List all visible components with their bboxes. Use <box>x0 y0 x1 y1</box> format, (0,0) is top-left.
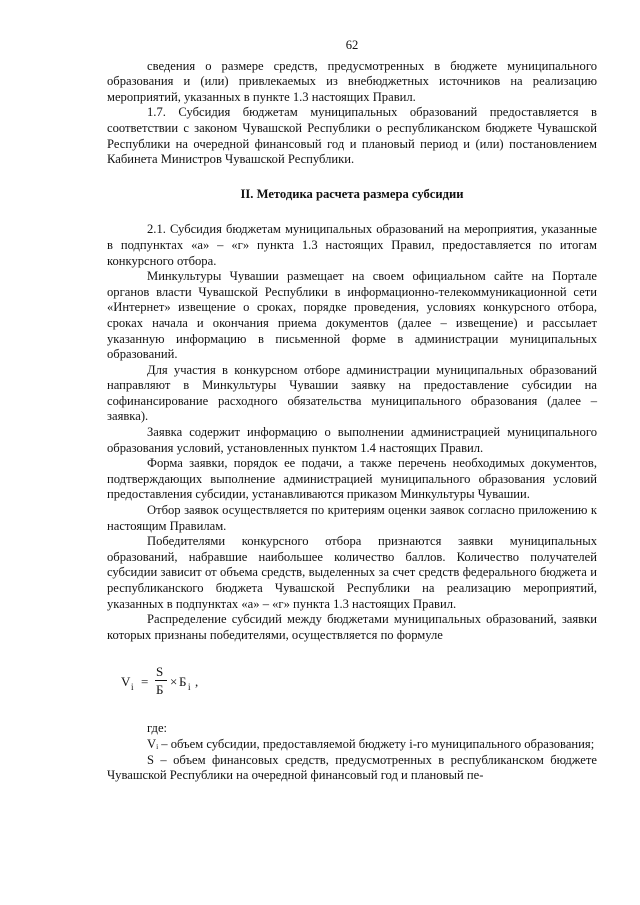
formula-lhs-subscript: i <box>131 682 134 693</box>
paragraph: сведения о размере средств, предусмотренных в бюджете муниципального образования и (или) привлекаемых из внебюджетных источников на реализацию мероприятий, указанных в пункте 1.3 настоящих Правил. <box>107 58 597 104</box>
fraction-bar <box>155 680 167 681</box>
formula-lhs: V <box>121 674 131 690</box>
definition: S – объем финансовых средств, предусмотренных в республиканском бюджете Чувашской Республики на очередной финансовый год и плановый пе- <box>107 752 597 783</box>
definition: Vᵢ – объем субсидии, предоставляемой бюджету i-го муниципального образования; <box>147 736 595 751</box>
paragraph: Распределение субсидий между бюджетами муниципальных образований, заявки которых признаны победителями, осуществляется по формуле <box>107 612 597 642</box>
paragraph: Победителями конкурсного отбора признаются заявки муниципальных образований, набравшие наибольшее количество баллов. Количество получателей субсидии зависит от объема средств, выделенных за счет средств федерального бюджета и республиканского бюджета Чувашской Республики на реализацию мероприятий, указанных в подпунктах «а» – «г» пункта 1.3 настоящих Правил. <box>107 534 597 611</box>
paragraph: Отбор заявок осуществляется по критериям оценки заявок согласно приложению к настоящим Правилам. <box>107 503 597 533</box>
formula-rhs: Б <box>179 674 187 690</box>
formula-times: × <box>170 674 178 690</box>
formula <box>121 665 597 699</box>
formula-equals: = <box>141 674 149 690</box>
section-heading: II. Методика расчета размера субсидии <box>240 186 464 201</box>
paragraph: Для участия в конкурсном отборе администрации муниципальных образований направляют в Минкультуры Чувашии заявку на предоставление субсидии на софинансирование расходного обязательства муниципального образования (далее – заявка). <box>107 362 597 424</box>
formula-numerator: S <box>156 664 164 680</box>
formula-trailing-comma: , <box>195 674 199 690</box>
paragraph: Форма заявки, порядок ее подачи, а также перечень необходимых документов, подтверждающих выполнение администрацией муниципального образования условий предоставления субсидии, устанавливаются приказом Минкультуры Чувашии. <box>107 456 597 502</box>
page-number: 62 <box>345 38 359 52</box>
paragraph: 1.7. Субсидия бюджетам муниципальных образований предоставляется в соответствии с законом Чувашской Республики о республиканском бюджете Чувашской Республики на очередной финансовый год и плановый период и (или) постановлением Кабинета Министров Чувашской Республики. <box>107 105 597 167</box>
paragraph: Заявка содержит информацию о выполнении администрацией муниципального образования условий, установленных пунктом 1.4 настоящих Правил. <box>107 425 597 455</box>
document-page <box>107 38 597 784</box>
formula-denominator: Б <box>156 682 164 698</box>
paragraph: Минкультуры Чувашии размещает на своем официальном сайте на Портале органов власти Чувашской Республики в информационно-телекоммуникационной сети «Интернет» извещение о сроках, порядке проведения, условиях конкурсного отбора, сроках начала и окончания приема документов (далее – извещение) и рассылает указанную информацию в письменной форме в администрации муниципальных образований. <box>107 269 597 362</box>
where-label: где: <box>147 721 168 736</box>
paragraph: 2.1. Субсидия бюджетам муниципальных образований на мероприятия, указанные в подпунктах «а» – «г» пункта 1.3 настоящих Правил, предоставляется по итогам конкурсного отбора. <box>107 222 597 268</box>
formula-rhs-subscript: i <box>188 682 191 693</box>
